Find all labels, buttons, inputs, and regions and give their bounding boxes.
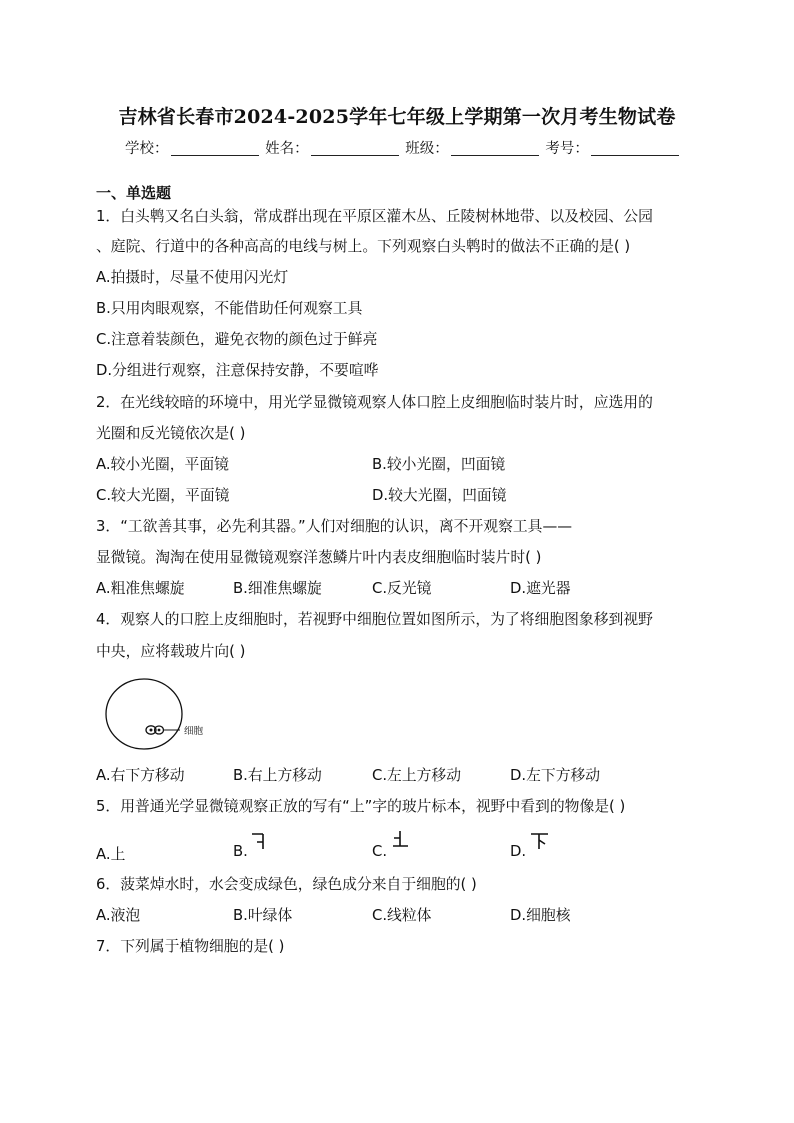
- q2-option-b: B.较小光圈，凹面镜: [372, 456, 506, 473]
- q4-stem-line2: 中央，应将载玻片向( ): [96, 643, 246, 660]
- q3-stem-line2: 显微镜。淘淘在使用显微镜观察洋葱鳞片叶内表皮细胞临时装片时( ): [96, 549, 542, 566]
- q1-option-c: C.注意着装颜色，避免衣物的颜色过于鲜亮: [96, 331, 378, 348]
- q5-option-c: C.: [372, 843, 388, 860]
- school-label: 学校：: [125, 141, 169, 157]
- q2-stem-line1: 2．在光线较暗的环境中，用光学显微镜观察人体口腔上皮细胞临时装片时，应选用的: [96, 394, 653, 411]
- q3-option-d: D.遮光器: [510, 580, 571, 597]
- id-label: 考号：: [545, 141, 589, 157]
- q1-option-b: B.只用肉眼观察，不能借助任何观察工具: [96, 300, 363, 317]
- class-blank: [451, 141, 539, 156]
- q4-option-c: C.左上方移动: [372, 767, 462, 784]
- section-title: 一、单选题: [96, 184, 172, 202]
- q2-option-c: C.较大光圈，平面镜: [96, 487, 230, 504]
- q5-stem-line1: 5．用普通光学显微镜观察正放的写有“上”字的玻片标本，视野中看到的物像是( ): [96, 798, 626, 815]
- name-blank: [311, 141, 399, 156]
- rotated-character-c-glyph: [391, 829, 411, 849]
- q2-stem-line2: 光圈和反光镜依次是( ): [96, 425, 246, 442]
- q4-option-b: B.右上方移动: [233, 767, 322, 784]
- field-of-view-diagram: [104, 676, 224, 752]
- microscope-field-figure: [104, 676, 224, 752]
- q3-option-a: A.粗准焦螺旋: [96, 580, 185, 597]
- student-info-line: [125, 137, 681, 158]
- rotated-character-b-glyph: [250, 831, 268, 851]
- q4-option-a: A.右下方移动: [96, 767, 185, 784]
- cell-nucleus-1: [150, 729, 153, 732]
- q1-option-d: D.分组进行观察，注意保持安静，不要喧哗: [96, 362, 379, 379]
- q7-stem-line1: 7．下列属于植物细胞的是( ): [96, 938, 285, 955]
- q5-option-d: D.: [510, 843, 527, 860]
- rotated-character-d-glyph: [529, 831, 551, 851]
- page-title: 吉林省长春市2024-2025学年七年级上学期第一次月考生物试卷: [118, 106, 676, 128]
- q3-option-b: B.细准焦螺旋: [233, 580, 322, 597]
- q2-option-d: D.较大光圈，凹面镜: [372, 487, 507, 504]
- field-of-view-circle: [106, 679, 182, 749]
- cell-label: 细胞: [184, 726, 204, 737]
- school-blank: [171, 141, 259, 156]
- q6-option-d: D.细胞核: [510, 907, 571, 924]
- q6-option-a: A.液泡: [96, 907, 141, 924]
- q4-option-d: D.左下方移动: [510, 767, 601, 784]
- class-label: 班级：: [405, 141, 449, 157]
- q2-option-a: A.较小光圈，平面镜: [96, 456, 229, 473]
- q1-stem-line1: 1．白头鹎又名白头翁，常成群出现在平原区灌木丛、丘陵树林地带、以及校园、公园: [96, 208, 653, 225]
- q3-stem-line1: 3．“工欲善其事，必先利其器。”人们对细胞的认识，离不开观察工具——: [96, 518, 573, 535]
- id-blank: [591, 141, 679, 156]
- q6-option-b: B.叶绿体: [233, 907, 293, 924]
- q1-option-a: A.拍摄时，尽量不使用闪光灯: [96, 269, 289, 286]
- q1-stem-line2: 、庭院、行道中的各种高高的电线与树上。下列观察白头鹎时的做法不正确的是( ): [96, 238, 631, 255]
- q5-option-b: B.: [233, 843, 248, 860]
- q3-option-c: C.反光镜: [372, 580, 432, 597]
- q6-stem-line1: 6．菠菜焯水时，水会变成绿色，绿色成分来自于细胞的( ): [96, 876, 477, 893]
- q6-option-c: C.线粒体: [372, 907, 432, 924]
- name-label: 姓名：: [265, 141, 309, 157]
- q4-stem-line1: 4．观察人的口腔上皮细胞时，若视野中细胞位置如图所示，为了将细胞图象移到视野: [96, 611, 653, 628]
- q5-option-a: A.上: [96, 846, 126, 863]
- cell-nucleus-2: [158, 729, 161, 732]
